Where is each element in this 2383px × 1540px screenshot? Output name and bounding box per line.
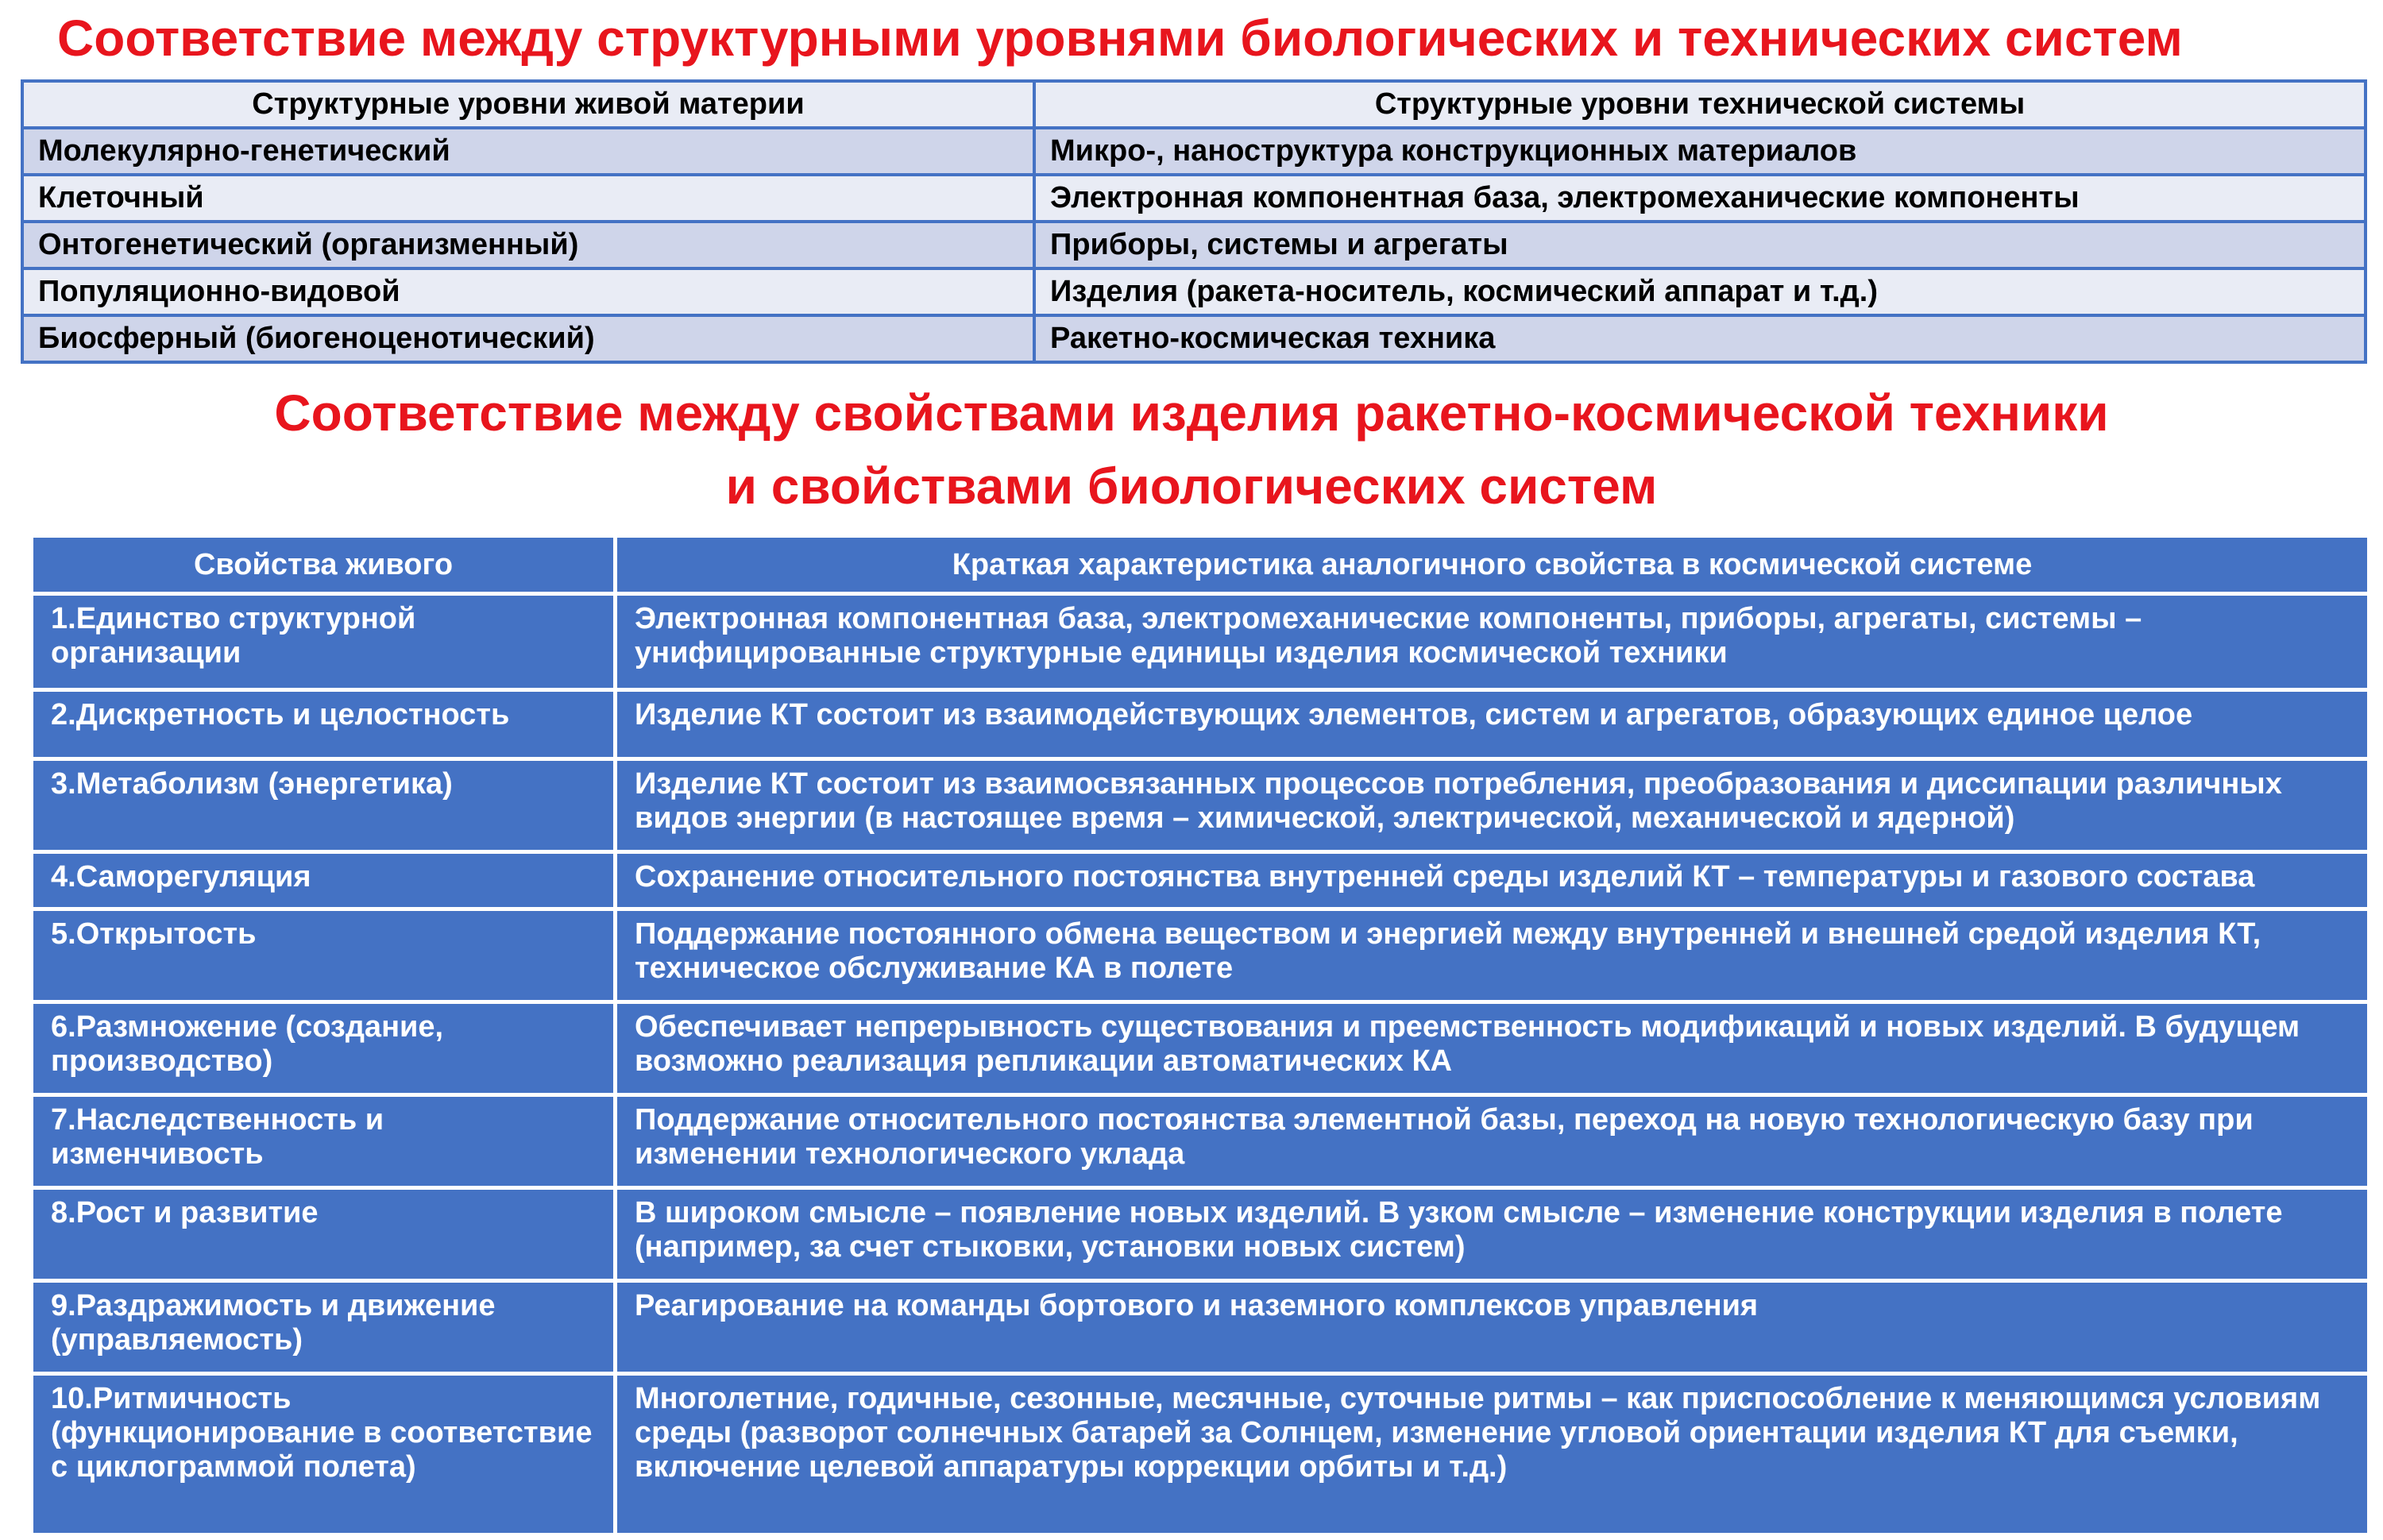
- column-header: Структурные уровни живой материи: [22, 81, 1034, 128]
- table-cell: Молекулярно-генетический: [22, 128, 1034, 175]
- table-row: [22, 175, 2366, 222]
- table-row: [33, 692, 2367, 757]
- table-cell: Приборы, системы и агрегаты: [1034, 222, 2366, 268]
- property-cell: 2.Дискретность и целостность: [33, 692, 613, 757]
- description-cell: Электронная компонентная база, электромеханические компоненты, приборы, агрегаты, системы – унифицированные структурные единицы изделия космической техники: [617, 596, 2367, 688]
- column-header: Свойства живого: [33, 538, 613, 592]
- table-cell: Клеточный: [22, 175, 1034, 222]
- table-row: [33, 761, 2367, 850]
- table-row: [33, 1190, 2367, 1279]
- table-row: [22, 315, 2366, 362]
- description-cell: Обеспечивает непрерывность существования и преемственность модификаций и новых изделий. В будущем возможно реализация репликации автоматических КА: [617, 1004, 2367, 1093]
- table-row: [33, 854, 2367, 907]
- table-row: [33, 1376, 2367, 1533]
- table-cell: Ракетно-космическая техника: [1034, 315, 2366, 362]
- table-cell: Изделия (ракета-носитель, космический аппарат и т.д.): [1034, 268, 2366, 315]
- table-header-row: [33, 538, 2367, 592]
- description-cell: Сохранение относительного постоянства внутренней среды изделий КТ – температуры и газового состава: [617, 854, 2367, 907]
- table-row: [33, 1004, 2367, 1093]
- description-cell: Поддержание постоянного обмена веществом и энергией между внутренней и внешней средой изделия КТ, техническое обслуживание КА в полете: [617, 911, 2367, 1000]
- section2-title-line1: Соответствие между свойствами изделия ракетно-космической техники: [274, 384, 2109, 442]
- table-cell: Электронная компонентная база, электромеханические компоненты: [1034, 175, 2366, 222]
- description-cell: Реагирование на команды бортового и наземного комплексов управления: [617, 1283, 2367, 1372]
- table-row: [33, 1097, 2367, 1186]
- property-cell: 8.Рост и развитие: [33, 1190, 613, 1279]
- table-row: [22, 128, 2366, 175]
- table-cell: Биосферный (биогеноценотический): [22, 315, 1034, 362]
- table-row: [22, 268, 2366, 315]
- column-header: Структурные уровни технической системы: [1034, 81, 2366, 128]
- description-cell: Изделие КТ состоит из взаимосвязанных процессов потребления, преобразования и диссипации различных видов энергии (в настоящее время – химической, электрической, механической и ядерной): [617, 761, 2367, 850]
- column-header: Краткая характеристика аналогичного свойства в космической системе: [617, 538, 2367, 592]
- section2-title-line2: и свойствами биологических систем: [725, 457, 1658, 515]
- table-row: [33, 596, 2367, 688]
- table-header-row: [22, 81, 2366, 128]
- property-cell: 9.Раздражимость и движение (управляемость): [33, 1283, 613, 1372]
- table-cell: Популяционно-видовой: [22, 268, 1034, 315]
- properties-table: [29, 534, 2371, 1537]
- table-row: [22, 222, 2366, 268]
- table-cell: Микро-, наноструктура конструкционных материалов: [1034, 128, 2366, 175]
- property-cell: 1.Единство структурной организации: [33, 596, 613, 688]
- structural-levels-table: [21, 79, 2367, 364]
- table-row: [33, 911, 2367, 1000]
- table-cell: Онтогенетический (организменный): [22, 222, 1034, 268]
- property-cell: 7.Наследственность и изменчивость: [33, 1097, 613, 1186]
- description-cell: Многолетние, годичные, сезонные, месячные, суточные ритмы – как приспособление к меняющимся условиям среды (разворот солнечных батарей за Солнцем, изменение угловой ориентации изделия КТ для съемки, включение целевой аппаратуры коррекции орбиты и т.д.): [617, 1376, 2367, 1533]
- description-cell: Поддержание относительного постоянства элементной базы, переход на новую технологическую базу при изменении технологического уклада: [617, 1097, 2367, 1186]
- property-cell: 4.Саморегуляция: [33, 854, 613, 907]
- property-cell: 5.Открытость: [33, 911, 613, 1000]
- property-cell: 3.Метаболизм (энергетика): [33, 761, 613, 850]
- section1-title: Соответствие между структурными уровнями биологических и технических систем: [57, 10, 2183, 67]
- property-cell: 10.Ритмичность (функционирование в соответствие с циклограммой полета): [33, 1376, 613, 1533]
- property-cell: 6.Размножение (создание, производство): [33, 1004, 613, 1093]
- description-cell: В широком смысле – появление новых изделий. В узком смысле – изменение конструкции изделия в полете (например, за счет стыковки, установки новых систем): [617, 1190, 2367, 1279]
- table-row: [33, 1283, 2367, 1372]
- section2-title: [0, 376, 2383, 523]
- description-cell: Изделие КТ состоит из взаимодействующих элементов, систем и агрегатов, образующих единое целое: [617, 692, 2367, 757]
